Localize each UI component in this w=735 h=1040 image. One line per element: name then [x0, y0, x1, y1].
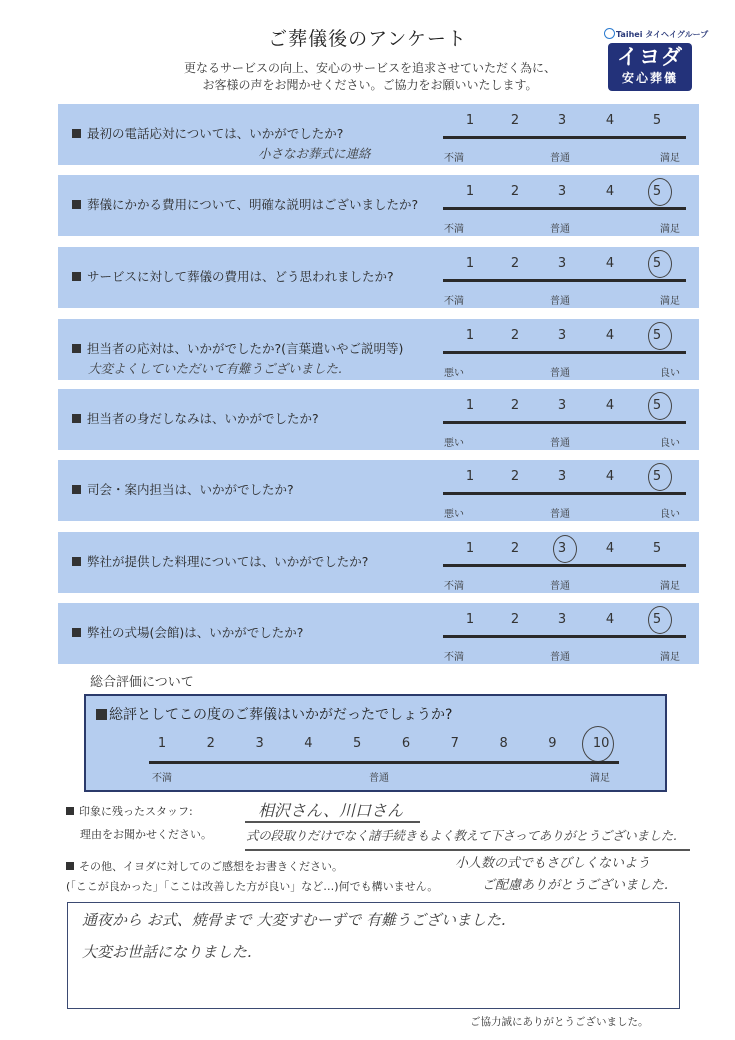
scale-high-label: 良い — [660, 438, 680, 449]
rating-option-3[interactable]: 3 — [557, 541, 567, 556]
rating-option-3[interactable]: 3 — [557, 113, 567, 128]
question-label: 弊社が提供した料理については、いかがでしたか? — [87, 554, 369, 569]
rating-option-1[interactable]: 1 — [465, 113, 475, 128]
scale-line — [443, 207, 686, 210]
brand-name: イヨダ — [617, 45, 683, 69]
staff-answer[interactable]: 相沢さん、川口さん — [258, 801, 403, 820]
other-answer-line-2[interactable]: ご配慮ありがとうございました. — [482, 878, 669, 893]
question-label: 担当者の身だしなみは、いかがでしたか? — [87, 411, 319, 426]
overall-rating-option-8[interactable]: 8 — [499, 736, 508, 751]
selected-circle-mark — [648, 606, 672, 634]
handwritten-note[interactable]: 小さなお葬式に連絡 — [258, 146, 371, 161]
bullet-square-icon — [72, 344, 81, 353]
rating-option-1[interactable]: 1 — [465, 256, 475, 271]
scale-mid-label: 普通 — [550, 581, 570, 592]
question-text — [72, 409, 319, 427]
question-label: サービスに対して葬儀の費用は、どう思われましたか? — [87, 269, 394, 284]
reason-label: 理由をお聞かせください。 — [80, 828, 212, 841]
comment-line-1: 通夜から お式、焼骨まで 大変すむーずで 有難うございました. — [82, 911, 506, 929]
scale-high-label: 満足 — [660, 652, 680, 663]
bullet-square-icon — [72, 272, 81, 281]
bullet-square-icon — [66, 807, 74, 815]
question-panel — [58, 603, 699, 664]
brand-tagline: 安心葬儀 — [621, 71, 678, 85]
rating-option-3[interactable]: 3 — [557, 256, 567, 271]
question-panel — [58, 319, 699, 380]
overall-rating-option-2[interactable]: 2 — [206, 736, 215, 751]
rating-option-3[interactable]: 3 — [557, 398, 567, 413]
rating-option-5[interactable]: 5 — [652, 328, 662, 343]
overall-question — [96, 704, 452, 724]
other-label-text: その他、イヨダに対してのご感想をお書きください。 — [79, 860, 343, 873]
rating-option-2[interactable]: 2 — [510, 398, 520, 413]
rating-option-5[interactable]: 5 — [652, 113, 662, 128]
bullet-square-icon — [96, 709, 107, 720]
question-text — [72, 623, 303, 641]
intro-line-2: お客様の声をお聞かせください。ご協力をお願いいたします。 — [202, 78, 538, 92]
rating-option-1[interactable]: 1 — [465, 184, 475, 199]
question-label: 担当者の応対は、いかがでしたか?(言葉遣いやご説明等) — [87, 341, 404, 356]
selected-circle-mark — [648, 463, 672, 491]
rating-option-3[interactable]: 3 — [557, 612, 567, 627]
rating-option-2[interactable]: 2 — [510, 328, 520, 343]
scale-low-label: 悪い — [444, 509, 464, 520]
staff-underline — [245, 821, 420, 823]
comment-line-2: 大変お世話になりました. — [82, 943, 252, 961]
rating-option-1[interactable]: 1 — [465, 541, 475, 556]
scale-mid-label: 普通 — [550, 153, 570, 164]
scale-high-label: 満足 — [660, 153, 680, 164]
scale-line — [443, 492, 686, 495]
scale-mid-label: 普通 — [550, 652, 570, 663]
scale-mid-label: 普通 — [550, 224, 570, 235]
rating-option-4[interactable]: 4 — [605, 184, 615, 199]
rating-option-5[interactable]: 5 — [652, 541, 662, 556]
question-panel — [58, 175, 699, 236]
scale-high-label: 良い — [660, 509, 680, 520]
reason-answer[interactable]: 式の段取りだけでなく諸手続きもよく教えて下さってありがとうございました. — [246, 828, 677, 843]
overall-rating-panel — [84, 694, 667, 792]
overall-question-text: 総評としてこの度のご葬儀はいかがだったでしょうか? — [109, 707, 453, 723]
question-panel — [58, 389, 699, 450]
scale-line — [443, 635, 686, 638]
rating-option-5[interactable]: 5 — [652, 469, 662, 484]
group-logo — [604, 28, 709, 40]
question-label: 弊社の式場(会館)は、いかがでしたか? — [87, 625, 304, 640]
scale-low-label: 不満 — [444, 153, 464, 164]
scale-low-label: 不満 — [444, 652, 464, 663]
scale-low-label: 不満 — [444, 296, 464, 307]
reason-underline — [245, 849, 690, 851]
question-text — [72, 552, 368, 570]
overall-rating-option-3[interactable]: 3 — [255, 736, 264, 751]
question-label: 最初の電話応対については、いかがでしたか? — [87, 126, 344, 141]
overall-rating-option-9[interactable]: 9 — [548, 736, 557, 751]
rating-option-4[interactable]: 4 — [605, 469, 615, 484]
rating-option-3[interactable]: 3 — [557, 328, 567, 343]
overall-rating-option-6[interactable]: 6 — [401, 736, 411, 751]
question-text — [72, 124, 343, 142]
rating-option-3[interactable]: 3 — [557, 469, 567, 484]
other-sub-label: (「ここが良かった」「ここは改善した方が良い」など…)何でも構いません。 — [66, 880, 439, 893]
scale-high-label: 満足 — [660, 581, 680, 592]
selected-circle-mark — [648, 250, 672, 278]
bullet-square-icon — [66, 862, 74, 870]
scale-low-label: 悪い — [444, 438, 464, 449]
rating-option-1[interactable]: 1 — [465, 398, 475, 413]
rating-option-2[interactable]: 2 — [510, 612, 520, 627]
scale-line — [443, 279, 686, 282]
selected-circle-mark — [648, 178, 672, 206]
other-answer-line-1[interactable]: 小人数の式でもさびしくないよう — [455, 856, 651, 871]
bullet-square-icon — [72, 414, 81, 423]
scale-low-label: 悪い — [444, 368, 464, 379]
bullet-square-icon — [72, 557, 81, 566]
overall-rating-option-7[interactable]: 7 — [450, 736, 459, 751]
scale-high-label: 良い — [660, 368, 680, 379]
bullet-square-icon — [72, 200, 81, 209]
thanks-note: ご協力誠にありがとうございました。 — [470, 1016, 649, 1028]
scale-mid-label: 普通 — [550, 296, 570, 307]
scale-mid-label: 普通 — [550, 509, 570, 520]
rating-option-2[interactable]: 2 — [510, 256, 520, 271]
scale-high-label: 満足 — [660, 224, 680, 235]
bullet-square-icon — [72, 129, 81, 138]
overall-rating-option-10[interactable]: 10 — [592, 736, 610, 751]
scale-low-label: 不満 — [444, 581, 464, 592]
rating-option-4[interactable]: 4 — [605, 328, 615, 343]
handwritten-note[interactable]: 大変よくしていただいて有難うございました. — [88, 361, 342, 376]
rating-option-5[interactable]: 5 — [652, 256, 662, 271]
scale-line — [443, 351, 686, 354]
rating-option-2[interactable]: 2 — [510, 113, 520, 128]
selected-circle-mark — [582, 726, 614, 762]
page-title: ご葬儀後のアンケート — [268, 28, 467, 50]
rating-option-5[interactable]: 5 — [652, 184, 662, 199]
bullet-square-icon — [72, 485, 81, 494]
overall-rating-option-1[interactable]: 1 — [157, 736, 167, 751]
rating-option-2[interactable]: 2 — [510, 184, 520, 199]
company-logo — [604, 28, 709, 96]
question-text — [72, 195, 418, 213]
selected-circle-mark — [553, 535, 577, 563]
rating-option-1[interactable]: 1 — [465, 328, 475, 343]
scale-mid-label: 普通 — [550, 438, 570, 449]
rating-option-2[interactable]: 2 — [510, 541, 520, 556]
overall-high-label: 満足 — [590, 773, 610, 784]
scale-line — [443, 421, 686, 424]
question-label: 司会・案内担当は、いかがでしたか? — [87, 482, 294, 497]
rating-option-4[interactable]: 4 — [605, 612, 615, 627]
overall-mid-label: 普通 — [369, 773, 389, 784]
selected-circle-mark — [648, 392, 672, 420]
scale-line — [443, 136, 686, 139]
question-label: 葬儀にかかる費用について、明確な説明はございましたか? — [87, 197, 419, 212]
group-name: Taihei タイヘイグループ — [616, 30, 709, 39]
rating-option-2[interactable]: 2 — [510, 469, 520, 484]
rating-option-4[interactable]: 4 — [605, 541, 615, 556]
overall-heading: 総合評価について — [90, 675, 194, 690]
rating-option-1[interactable]: 1 — [465, 469, 475, 484]
question-text — [72, 480, 294, 498]
overall-low-label: 不満 — [152, 773, 172, 784]
question-text — [72, 267, 394, 285]
staff-label — [66, 803, 193, 819]
rating-option-5[interactable]: 5 — [652, 612, 662, 627]
other-label — [66, 858, 343, 874]
staff-label-text: 印象に残ったスタッフ: — [79, 805, 193, 818]
comment-box[interactable] — [67, 902, 680, 1009]
scale-mid-label: 普通 — [550, 368, 570, 379]
question-panel — [58, 532, 699, 593]
scale-low-label: 不満 — [444, 224, 464, 235]
question-text — [72, 339, 403, 357]
rating-option-3[interactable]: 3 — [557, 184, 567, 199]
rating-option-4[interactable]: 4 — [605, 113, 615, 128]
overall-rating-option-4[interactable]: 4 — [304, 736, 313, 751]
rating-option-5[interactable]: 5 — [652, 398, 662, 413]
scale-high-label: 満足 — [660, 296, 680, 307]
bullet-square-icon — [72, 628, 81, 637]
brand-badge — [608, 43, 692, 91]
taihei-mark-icon — [604, 28, 615, 39]
scale-line — [443, 564, 686, 567]
selected-circle-mark — [648, 322, 672, 350]
rating-option-1[interactable]: 1 — [465, 612, 475, 627]
rating-option-4[interactable]: 4 — [605, 256, 615, 271]
intro-text — [150, 60, 590, 94]
overall-scale-line — [149, 761, 619, 764]
intro-line-1: 更なるサービスの向上、安心のサービスを追求させていただく為に、 — [183, 61, 556, 75]
question-panel — [58, 247, 699, 308]
question-panel — [58, 104, 699, 165]
question-panel — [58, 460, 699, 521]
rating-option-4[interactable]: 4 — [605, 398, 615, 413]
overall-rating-option-5[interactable]: 5 — [353, 736, 362, 751]
